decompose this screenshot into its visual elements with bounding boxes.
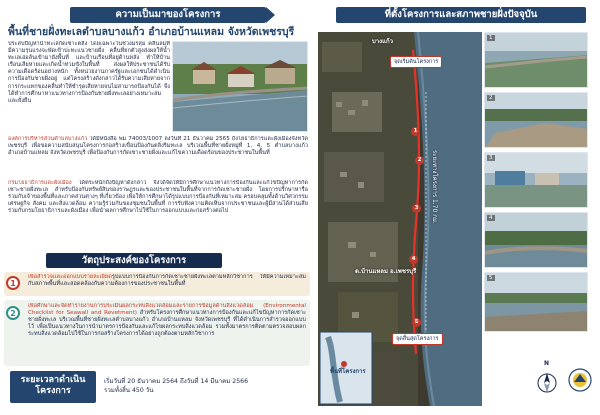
objectives-header-text: วัตถุประสงค์ของโครงการ xyxy=(81,255,187,266)
map-marker-2: 2 xyxy=(415,156,424,165)
background-header-text: ความเป็นมาของโครงการ xyxy=(115,9,221,20)
objective-item-1 xyxy=(4,272,310,296)
shore-photo-3 xyxy=(484,152,588,208)
department-logo xyxy=(568,368,592,392)
objective-number-2: 2 xyxy=(6,306,20,320)
shore-photo-5-label: 5 xyxy=(489,275,493,281)
duration-text-1: เริ่มวันที่ 20 ธันวาคม 2564 ถึงวันที่ 14 มีนาคม 2566 xyxy=(104,378,249,385)
department-paragraph xyxy=(8,180,308,250)
shore-photo-5 xyxy=(484,272,588,332)
satellite-map xyxy=(318,32,482,406)
project-title: พื้นที่ชายฝั่งทะเลตำบลบางแก้ว อำเภอบ้านแหลม จังหวัดเพชรบุรี xyxy=(8,26,295,38)
objective-lead-1: เพื่อสำรวจและออกแบบรายละเอียด xyxy=(28,274,112,280)
inset-label: พื้นที่โครงการ xyxy=(330,368,366,375)
shore-photo-1 xyxy=(484,32,588,88)
coastal-village-photo xyxy=(172,41,308,132)
end-point-callout: จุดสิ้นสุดโครงการ xyxy=(392,333,443,345)
background-header xyxy=(70,7,266,23)
north-label: N xyxy=(544,360,550,367)
map-place-mid2: อ.เพชรบุรี xyxy=(390,268,417,275)
department-paragraph-body: ได้ตระหนักถึงปัญหาดังกล่าว จึงได้จัดให้มีการศึกษาแนวทางการป้องกันและแก้ไขปัญหาการกัดเซาะชายฝั่งทะเล สำหรับป้องกันทรัพย์สินของราษฎรและของประชาชนในพื้นที่จากการกัดเซาะชายฝั่ง โดยการปรึกษาหารือร่วมกับเจ้าของพื้นที่และภาคส่วนต่างๆ ที่เกี่ยวข้อง เพื่อให้การศึกษาได้รูปแบบการป้องกันที่เหมาะสม ครอบคลุมทั้งด้านวิศวกรรม เศรษฐกิจ สังคม และสิ่งแวดล้อม ความรู้ร่วมกันของชุมชนในพื้นที่ การรับฟังความคิดเห็นจากประชาชนและผู้มีส่วนได้ส่วนเสีย ร่วมกับกรมโยธาธิการและผังเมือง เพื่อนำผลการศึกษาไปใช้ในการออกแบบและก่อสร้างต่อไป xyxy=(8,180,308,215)
duration-text-2: รวมทั้งสิ้น 450 วัน xyxy=(104,387,154,394)
objectives-header xyxy=(46,253,222,268)
request-paragraph xyxy=(8,136,308,178)
shore-photo-2 xyxy=(484,92,588,148)
shore-photo-4-label: 4 xyxy=(489,215,493,221)
objective-body-2: สำหรับโครงการศึกษาแนวทางการป้องกันและแก้ไขปัญหาการกัดเซาะชายฝั่งทะเล บริเวณพื้นที่ชายฝั่งทะเลตำบลบางแก้ว อำเภอบ้านแหลม จังหวัดเพชรบุรี ที่ได้ดำเนินการสำรวจออกแบบไว้ เพื่อเป็นแนวทางในการนำมาตรการป้องกันและแก้ไขผลกระทบสิ่งแวดล้อม รวมทั้งมาตรการติดตามตรวจสอบผลกระทบสิ่งแวดล้อมไปใช้ในการก่อสร้างโครงการได้อย่างถูกต้องตามหลักวิชาการ xyxy=(28,310,306,338)
intro-paragraph: ประสบปัญหาน้ำทะเลกัดเซาะตลิ่ง โดยเฉพาะในช่วงมรสุม คลื่นลมที่มีความรุนแรงจะพัดเข้าปะทะแนวชายฝั่ง คลื่นที่ยกตัวสูงส่งผลให้น้ำทะเลเอ่อล้นเข้ามายังพื้นที่ และบ้านเรือนที่อยู่ด้านหลัง ทำให้บ้านเรือนเสียหายและเกิดน้ำท่วมขังในพื้นที่ ส่งผลให้ประชาชนได้รับความเดือดร้อนอย่างหนัก ทั้งหน่วยงานภาครัฐและเอกชนได้ดำเนินการป้องกันชายฝั่งอยู่ แต่โครงสร้างดังกล่าวได้รับความเสียหายจากการกระแทกของคลื่นทำให้ชำรุดเสียหายจนไม่สามารถป้องกันได้ จึงได้ทำการศึกษาหาแนวทางการป้องกันชายฝั่งทะเลอย่างเหมาะสมและยั่งยืน xyxy=(8,41,170,104)
duration-label: ระยะเวลาดำเนินโครงการ xyxy=(10,371,96,403)
request-paragraph-lead: องค์การบริหารส่วนตำบลบางแก้ว xyxy=(8,136,88,142)
map-header xyxy=(336,7,586,23)
map-marker-4: 4 xyxy=(409,255,418,264)
project-length-label: ระยะทางโครงการ 1.70 กม. xyxy=(431,150,438,224)
map-place-mid: ต.บ้านแหลม xyxy=(355,268,388,275)
map-marker-1: 1 xyxy=(411,127,420,136)
objective-text-1 xyxy=(28,274,306,294)
shore-photo-3-label: 3 xyxy=(489,155,493,161)
shore-photo-2-label: 2 xyxy=(489,95,493,101)
objective-text-2 xyxy=(28,303,306,364)
request-paragraph-body: ได้มีหนังสือ พม 74003/1007 ลงวันที่ 21 ธันวาคม 2565 ถึงโยธาธิการและผังเมืองจังหวัดเพชรบุรี เพื่อขอความสนับสนุนโครงการก่อสร้างเขื่อนป้องกันตลิ่งริมทะเล บริเวณพื้นที่ชายฝั่งหมู่ที่ 1, 4, 5 ตำบลบางแก้ว อำเภอบ้านแหลม จังหวัดเพชรบุรี เพื่อป้องกันการกัดเซาะชายฝั่งและแก้ไขความเดือดร้อนของประชาชนในพื้นที่ xyxy=(8,136,308,157)
objective-item-2 xyxy=(4,300,310,366)
map-marker-3: 3 xyxy=(412,204,421,213)
objective-number-1: 1 xyxy=(6,276,20,290)
shore-photo-4 xyxy=(484,212,588,268)
start-point-callout: จุดเริ่มต้นโครงการ xyxy=(390,56,442,68)
shore-photo-1-label: 1 xyxy=(489,35,493,41)
map-marker-5: 5 xyxy=(412,318,421,327)
objective-body-1: รูปแบบการป้องกันการกัดเซาะชายฝั่งทะเลตามหลักวิชาการ ให้มีความเหมาะสมกับสภาพพื้นที่และสอดคล้องกับความต้องการของประชาชนในพื้นที่ xyxy=(28,274,306,288)
north-arrow-icon xyxy=(536,368,558,394)
map-header-text: ที่ตั้งโครงการและสภาพชายฝั่งปัจจุบัน xyxy=(384,9,538,20)
objective-lead-2: เพื่อศึกษาและจัดทำรายงานการประเมินผลกระทบสิ่งแวดล้อมและรายการข้อมูลด้านสิ่งแวดล้อม (Environmental Checklist for Seawall and Revetment) xyxy=(28,303,306,317)
department-paragraph-lead: กรมโยธาธิการและผังเมือง xyxy=(8,180,72,186)
map-place-top: บางแก้ว xyxy=(372,38,393,45)
